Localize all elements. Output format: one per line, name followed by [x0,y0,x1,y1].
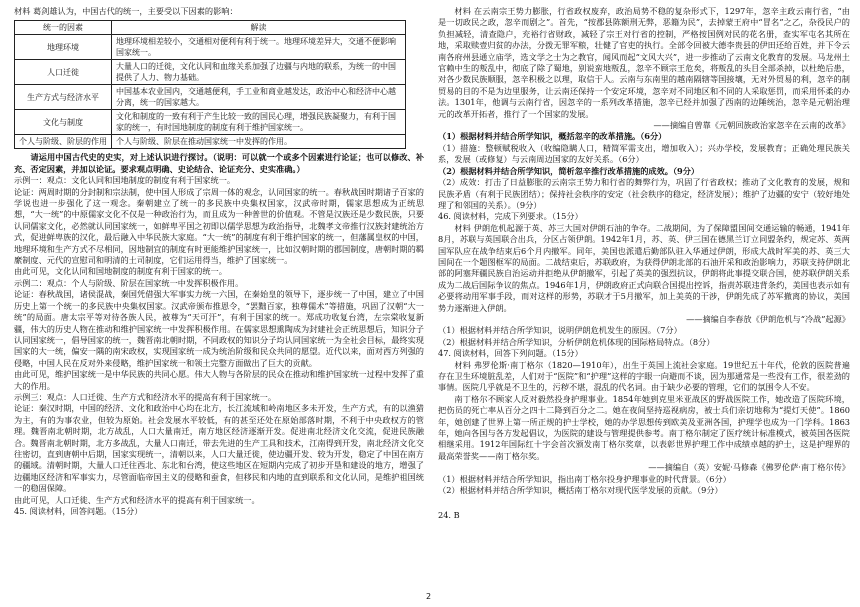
table-cell-text: 大量人口的迁徙，文化认同和血缘关系加强了边疆与内地的联系，为统一的中国提供了人力、物力基础。 [112,60,406,85]
paragraph: 论证：春秋战国，诸侯混战，秦国凭借强大军事实力统一六国，在秦始皇的领导下，逐步统一了中国，建立了中国历史上第一个统一的多民族中央集权国家。汉武帝颁布推恩令，“罢黜百家，独尊儒术”等措施，巩固了汉朝“大一统”的局面。唐太宗平等对待各族人民，被尊为“天可汗”，有利于国家的统一。郑成功收复台湾，左宗棠收复新疆，伟大的历史人物在推动和维护国家统一中发挥积极作用。在儒家思想熏陶成为封建社会正统思想后，知识分子认同国家统一，倡导国家的统一，魏晋南北朝时期，不同政权的知识分子均认同国家统一为全社会目标，最终实现国家的大一统，偏安一隅的南宋政权，实现国家统一成为统治阶级和民众共同的愿望。近代以来，面对西方列强的侵略，中国人民在反对外来侵略，维护国家统一和领土完整方面做出了巨大的贡献。 [14,289,424,368]
table-cell-text: 个人与阶级、阶层在推动国家统一中发挥的作用。 [112,135,406,149]
material-passage: 材料 弗罗伦斯·南丁格尔（1820—1910年），出生于英国上流社会家庭。19世纪五十年代，伦敦的医院普遍存在卫生环境脏乱差，人们对于“医院”和“护理”这样的字眼一向避而不谈，因为那通常是一些没有工作，很差劲的事情。医院几乎就是不卫生的，污秽不堪，混乱的代名词。由于缺少必要的管理，它们的氛围令人不安。 [438,359,850,393]
table-cell-text: 地理环境相差较小，交通相对便利有利于统一。地理环境差异大，交通不便影响国家统一。 [112,35,406,60]
table-cell-factor: 生产方式与经济水平 [15,85,112,110]
table-cell-factor: 文化与制度 [15,110,112,135]
left-column [14,6,424,517]
table-header: 解读 [112,21,406,35]
sub-question: （1）根据材料并结合所学知识，说明伊朗危机发生的原因。（7分） [438,325,682,336]
material-passage: 南丁格尔不顾家人反对毅然投身护理事业。1854年她到克里米亚战区的野战医院工作，她改造了医院环境，把伤员的死亡率从百分之四十二降到百分之二。她在夜间坚持巡视病房，被士兵们亲切地称为“提灯天使”。1860年，她创建了世界上第一所正规的护士学校，她的办学思想传到欧美及亚洲各国，护理学也成为一门学科。1863年，她向各国与各方发起倡议，为医院的建设与管理提供参考。南丁格尔制定了医疗统计标准模式，被英国各医院相继采用。1912年国际红十字会首次颁发南丁格尔奖章，以表彰世界护理工作中成绩卓越的护士，这是护理界的最高荣誉奖——南丁格尔奖。 [438,393,850,461]
answer-key: 24. B [438,510,460,521]
sub-question: （2）根据材料并结合所学知识，分析伊朗危机体现的国际格局特点。（8分） [438,336,715,347]
table-header: 统一的因素 [15,21,112,35]
answer-text: （2）成效：打击了日益膨胀的云南宗王势力和行省的舞弊行为，巩固了行省政权；推动了文化教育的发展，规和民族矛盾（有利于民族团结）；保持社会秩序的安定（社会秩序的稳定，经济发展）；维护了边疆的安宁（较好地处理了和邻国的关系）。（9分） [438,177,850,210]
question-heading: 47. 阅读材料，回答下列问题。（15分） [438,348,583,359]
table-cell-factor: 地理环境 [15,35,112,60]
question-heading: 46. 阅读材料，完成下列要求。（15分） [438,211,583,222]
table-row [15,60,406,85]
paragraph: 由此可见，人口迁徙、生产方式和经济水平的提高有利于国家统一。 [14,494,260,505]
material-passage: 材料 在云南宗王势力膨胀，行省政权废弃，政治局势不稳的复杂形式下，1297年，忽辛主政云南行省，“由是一切政民之政，忽辛而剧之”。首先，“按郡县陈额刑无弊，恶籍为民”，去掉蒙王府中“冒名”之乙，杂役民户的负担减轻，清查隐户，充裕行省财政，减轻了宗王对行省的控制，严格按国例对民的花名册，查实军屯名其所在地，采取赎壹归贫的办法，分拨无罪军粮，壮健了官吏的执行。全部令回被大德李贵县的伊田还给百姓，并下令云南各府州县通立庙学，选文学之士为之教官，闻风而起“文风大兴”，进一步推动了云南文化教育的发展。马龙州土官赖中生的叛乱中，彻底了除了蜀地，别说蛮地叛乱，忽辛不顾宗王危矣，将叛乱的头目全部杀掉，以杜绝后患，对各少数民族顺服，忽辛积极之以理，取信于人。云南与东南里的越南隔辖等国接壤，无对外贸易的利，忽辛的制贸易的目的不是为边里服务，让云南还保持一个安定环境，忽辛对不同地区和不同的人采取惩罚，而采用怀柔的办法。1301年，他调与云南行省，因忽辛的一系列改革措施，忽辛已经并加强了西南的边陲统治，忽辛是元朝治理元的改革开拓者，推行了一个国家的发展。 [438,6,850,119]
sub-question: （1）根据材料并结合所学知识，指出南丁格尔投身护理事业的时代背景。（6分） [438,473,731,484]
right-column [438,6,850,522]
paragraph: 示例一：观点：文化认同和国地制度的制度有利于国家统一。 [14,175,236,186]
table-header-row [15,21,406,35]
paragraph: 由此可见，维护国家统一是中华民族的共同心愿。伟大人物与各阶层的民众在推动和维护国家统一过程中发挥了重大的作用。 [14,369,424,391]
sub-question: （1）根据材料并结合所学知识，概括忽辛的改革措施。（6分） [438,131,667,142]
material-passage: 材料 伊朗危机起源于英、苏三大国对伊朗石油的争夺。二战期间，为了保障盟国间交通运输的畅通，1941年8月，苏联与英国联合出兵，分区占领伊朗。1942年1月，苏、英、伊三国在德黑兰订立同盟条约，规定苏、英两国军队应在战争结束后6个月内撤军。同年，美国也派遣后勤部队驻入华通过伊朗，形成大战时军美的苏、英三大国间在一个题图框军的局面。二战结束后，苏联政府，为获得伊朗北部的石油开采和政治影响力，苏联支持伊朗北部的阿塞拜疆民族自治运动并拒绝从伊朗撤军，引起了英美的强烈抗议，伊朗将此事提交联合国，使苏联伊朗关系成为二战后国际争议的焦点。1946年1月，伊朗政府正式向联合国提出控诉，指责苏联违背条约，美国也表示如有必要将动用军事手段，而对这样的形势，苏联才于5月撤军，加上美英的干涉，伊朗先成了苏军撤离的协议，美国势力逐渐进入伊朗。 [438,222,850,313]
paragraph: 论证：秦汉时期，中国的经济、文化和政治中心均在北方，长江流域和岭南地区多未开发，生产方式，有的以渔猎为主，有的为事农业，但较为原始。社会发展水平较低，有的甚至还处在原始部落时期，不利于中央政权方的管理。魏晋南北朝时期，北方战乱，人口大量南迁，南方地区经济逐渐开发。促进南北经济文化交流，促进民族融合。魏晋南北朝时期，北方多战乱，大量人口南迁，带去先进的生产工具和技术，江南得到开发，南北经济文化交往密切，直到唐朝中后期，国家实现统一，清朝以来，人口大量迁徙，使边疆开发、较为开发，稳定了中国在南方的疆域。清朝时期，大量人口迁往西北、东北和台湾，使这些地区在短期内完成了初步开垦和建设的地方，增强了边疆地区经济和军事实力，尽管面临帝国主义的侵略和蚕食，但移民和内地的直到联系和文化认同，是维护祖国统一的稳固保障。 [14,403,424,494]
table-row [15,135,406,149]
page-number: 2 [426,592,432,601]
table-cell-factor: 个人与阶级、阶层的作用 [15,135,112,149]
paragraph: 示例三：观点：人口迁徙、生产方式和经济水平的提高有利于国家统一。 [14,391,277,402]
table-cell-factor: 人口迁徙 [15,60,112,85]
table-cell-text: 中国基本农业国内，交通越便利，手工业和商业越发达，政治中心和经济中心越分离，统一的国家越大。 [112,85,406,110]
table-row [15,35,406,60]
question-heading: 45. 阅读材料，回答问题。（15分） [14,506,143,516]
paragraph: 论证：两周时期的分封制和宗法制，使中国人形成了宗周一体的观念，认同国家的统一。春秋战国时期诸子百家的学说也进一步强化了这一观念。秦朝建立了统一的多民族中央集权国家，汉武帝时期，儒家思想成为正统思想，“大一统”的中原儒家文化不仅是一种政治行为，而且成为一种普世的价值观。不管是汉族还是少数民族，只要认同儒家文化，必然就认同国家统一，如鲜卑平国之初即以儒学思想为政治指导，北魏孝文帝推行汉族封建统治方式，促进鲜卑族的汉化，最后融入中华民族大家庭。“大一统”的制度有利于维护国家的统一，但藩属皇权的中国，地理环境和生产方式不尽相同，因地制宜的制度有时更能维护国家统一，比如汉朝时期的郡国制度，唐朝时期的羁縻制度、元代的宣慰司和明清的土司制度，它们运用得当，维护了国家统一。 [14,186,424,266]
material-intro: 材料 葛剑雄认为，中国古代的统一，主要受以下因素的影响： [14,6,238,16]
source-citation: ——摘编自（英）安妮·马修森《佛罗伦萨·南丁格尔传》 [648,462,850,473]
source-citation: ——摘编自曾靠《元朝回族政治家忽辛在云南的改革》 [653,120,850,131]
paragraph: 示例二：观点：个人与阶级、阶层在国家统一中发挥积极作用。 [14,277,244,288]
answer-text: （1）措施：整顿赋税收入（收编隐瞒人口，精简军需支出，增加收入）；兴办学校，发展教育；正确处理民族关系，发展（或修复）与云南周边国家的友好关系。（6分） [438,142,850,165]
question-prompt: 请运用中国古代史的史实，对上述认识进行探讨。（说明：可以就一个或多个因素进行论证；也可以修改、补充、否定因素，并加以论证。要求观点明确、史论结合、论证充分、史实准确。） [14,152,424,174]
table-cell-text: 文化和制度的一致有利于产生比较一致的国民心理，增强民族凝聚力，有利于国家的统一，有时国地制度的制度有利于维护国家统一。 [112,110,406,135]
table-row [15,110,406,135]
sub-question: （2）根据材料并结合所学知识，概括南丁格尔对现代医学发展的贡献。（9分） [438,485,723,496]
factors-table [14,20,406,149]
source-citation: ——摘编自李春放《伊朗危机与“冷战”起源》 [686,313,850,324]
table-row [15,85,406,110]
sub-question: （2）根据材料并结合所学知识，简析忽辛推行改革措施的成效。（9分） [438,165,700,176]
paragraph: 由此可见，文化认同和国地制度的制度有利于国家的统一。 [14,266,227,277]
